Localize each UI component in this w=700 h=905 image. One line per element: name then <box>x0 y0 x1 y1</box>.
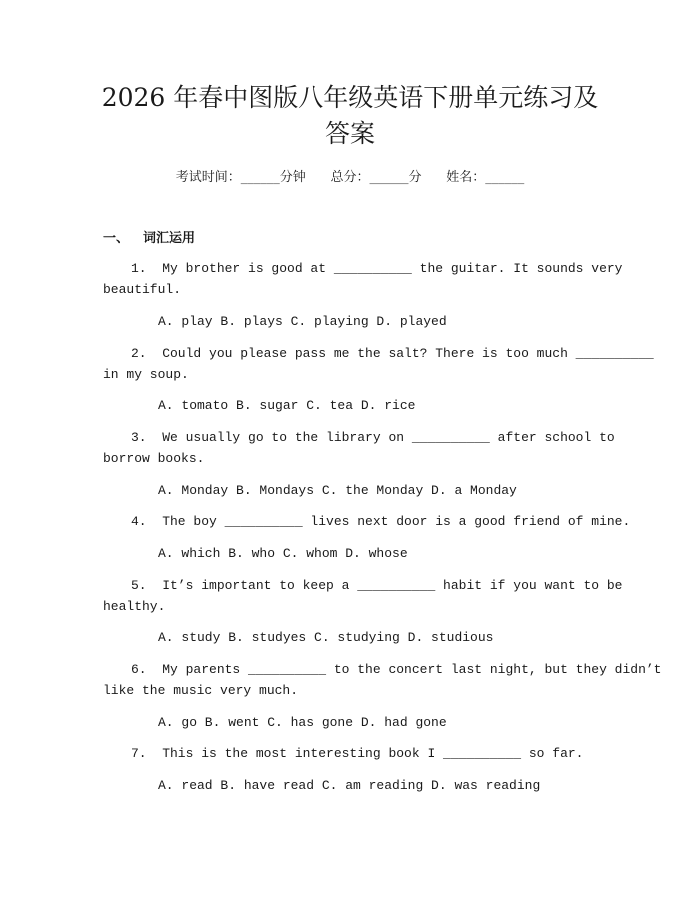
question-text-line1: 2. Could you please pass me the salt? There is too much __________ <box>131 346 654 361</box>
question-3 <box>103 427 615 469</box>
section-number: 一、 <box>103 231 130 246</box>
question-2-options: A. tomato B. sugar C. tea D. rice <box>158 398 416 413</box>
question-text-line1: 1. My brother is good at __________ the guitar. It sounds very <box>131 261 623 276</box>
page-title <box>60 80 640 152</box>
question-2 <box>103 343 654 385</box>
question-text-line2: healthy. <box>103 599 166 614</box>
question-3-options: A. Monday B. Mondays C. the Monday D. a Monday <box>158 483 517 498</box>
question-text-line2: beautiful. <box>103 282 182 297</box>
question-7 <box>103 743 600 764</box>
question-1-options: A. play B. plays C. playing D. played <box>158 314 447 329</box>
section-title: 词汇运用 <box>143 231 196 246</box>
question-text-line1: 7. This is the most interesting book I __________ so far. <box>131 746 584 761</box>
question-text-line2: borrow books. <box>103 451 205 466</box>
question-5-options: A. study B. studyes C. studying D. studious <box>158 630 494 645</box>
question-1 <box>103 258 623 300</box>
page-title-line2: 答案 <box>324 119 375 148</box>
section-heading <box>103 229 195 249</box>
question-7-options: A. read B. have read C. am reading D. was reading <box>158 778 541 793</box>
question-text-line2: like the music very much. <box>103 683 299 698</box>
exam-info-line: 考试时间：______分钟 总分：______分 姓名：______ <box>175 170 525 185</box>
question-6-options: A. go B. went C. has gone D. had gone <box>158 715 447 730</box>
question-text-line1: 3. We usually go to the library on __________ after school to <box>131 430 615 445</box>
question-text-line1: 4. The boy __________ lives next door is a good friend of mine. <box>131 514 631 529</box>
question-4 <box>103 511 631 532</box>
question-text-line1: 5. It’s important to keep a __________ habit if you want to be <box>131 578 623 593</box>
question-4-options: A. which B. who C. whom D. whose <box>158 546 408 561</box>
question-text-line2: in my soup. <box>103 367 189 382</box>
question-5 <box>103 575 623 617</box>
page-title-line1: 2026 年春中图版八年级英语下册单元练习及 <box>101 83 599 112</box>
question-text-line1: 6. My parents __________ to the concert last night, but they didn’t <box>131 662 662 677</box>
question-6 <box>103 659 662 701</box>
